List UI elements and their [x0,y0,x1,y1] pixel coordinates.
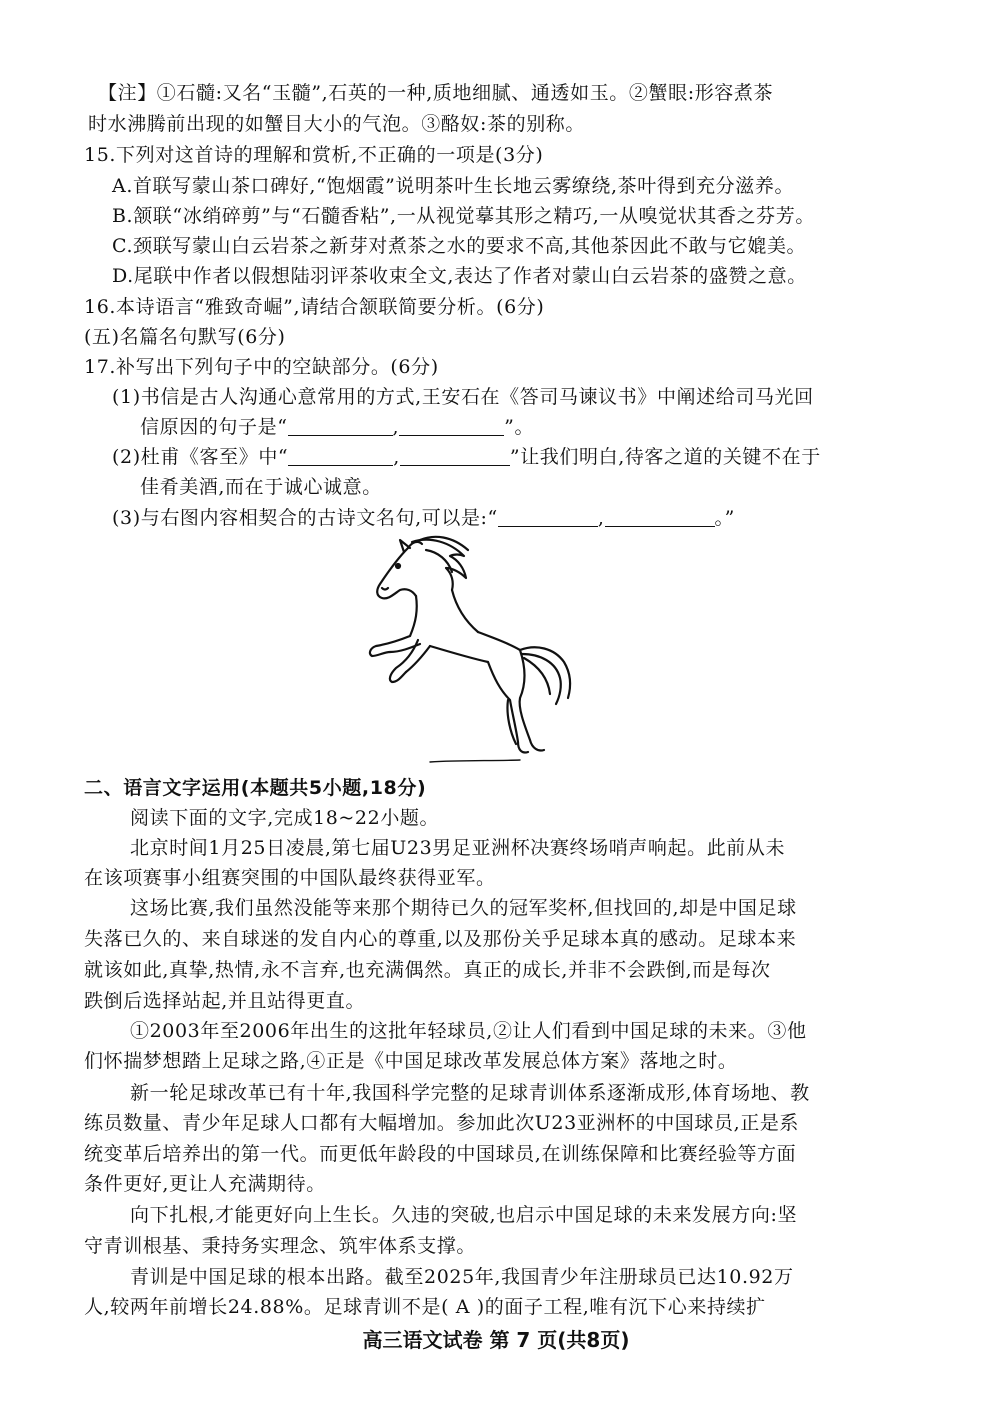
note-line-2: 时水沸腾前出现的如蟹目大小的气泡。③酪奴:茶的别称。 [88,113,586,135]
paragraph-3-line: 们怀揣梦想踏上足球之路,④正是《中国足球改革发展总体方案》落地之时。 [84,1050,738,1072]
question-16: 16.本诗语言“雅致奇崛”,请结合颔联简要分析。(6分) [84,296,545,318]
paragraph-2-line: 失落已久的、来自球迷的发自内心的尊重,以及那份关乎足球本真的感动。足球本来 [84,928,797,950]
item-2-suffix: ”让我们明白,待客之道的关键不在于 [509,446,821,468]
section-5-heading: (五)名篇名句默写(6分) [84,326,286,348]
part-2-heading: 二、语言文字运用(本题共5小题,18分) [84,777,427,799]
paragraph-2-line: 这场比赛,我们虽然没能等来那个期待已久的冠军奖杯,但找回的,却是中国足球 [130,897,797,919]
answer-blank[interactable] [605,506,715,527]
question-17-item-2 [112,442,821,472]
paragraph-2-line: 就该如此,真挚,热情,永不言弃,也充满偶然。真正的成长,并非不会跌倒,而是每次 [84,959,771,981]
paragraph-1-line: 北京时间1月25日凌晨,第七届U23男足亚洲杯决赛终场哨声响起。此前从未 [130,837,786,859]
item-3-prefix: (3)与右图内容相契合的古诗文名句,可以是:“ [112,507,498,529]
item-3-suffix: 。” [714,507,735,529]
answer-blank[interactable] [288,415,393,436]
part-2-intro: 阅读下面的文字,完成18~22小题。 [130,807,440,829]
item-1-comma: , [392,416,400,438]
question-17-item-1: (1)书信是古人沟通心意常用的方式,王安石在《答司马谏议书》中阐述给司马光回 [112,386,814,408]
horse-illustration-icon [360,528,580,766]
paragraph-4-line: 练员数量、青少年足球人口都有大幅增加。参加此次U23亚洲杯的中国球员,正是系 [84,1112,800,1134]
paragraph-4-line: 条件更好,更让人充满期待。 [84,1173,326,1195]
question-17-item-1-cont [140,412,534,442]
paragraph-3-line: ①2003年至2006年出生的这批年轻球员,②让人们看到中国足球的未来。③他 [130,1020,807,1042]
item-3-comma: , [597,507,605,529]
question-15-option-a: A.首联写蒙山茶口碑好,“饱烟霞”说明茶叶生长地云雾缭绕,茶叶得到充分滋养。 [112,175,795,197]
paragraph-5-line: 守青训根基、秉持务实理念、筑牢体系支撑。 [84,1235,477,1257]
paragraph-4-line: 统变革后培养出的第一代。而更低年龄段的中国球员,在训练保障和比赛经验等方面 [84,1143,797,1165]
question-17-stem: 17.补写出下列句子中的空缺部分。(6分) [84,356,439,378]
question-17-item-2-cont: 佳肴美酒,而在于诚心诚意。 [140,476,382,498]
item-1-prefix: 信原因的句子是“ [140,416,288,438]
answer-blank[interactable] [288,445,393,466]
paragraph-6-line: 青训是中国足球的根本出路。截至2025年,我国青少年注册球员已达10.92万 [130,1266,794,1288]
paragraph-4-line: 新一轮足球改革已有十年,我国科学完整的足球青训体系逐渐成形,体育场地、教 [130,1082,810,1104]
paragraph-2-line: 跌倒后选择站起,并且站得更直。 [84,990,366,1012]
answer-blank[interactable] [498,506,598,527]
paragraph-1-line: 在该项赛事小组赛突围的中国队最终获得亚军。 [84,867,496,889]
item-1-suffix: ”。 [504,416,535,438]
item-2-comma: , [393,446,400,468]
question-15-option-b: B.颔联“冰绡碎剪”与“石髓香粘”,一从视觉摹其形之精巧,一从嗅觉状其香之芬芳。 [112,205,815,227]
question-15-option-c: C.颈联写蒙山白云岩茶之新芽对煮茶之水的要求不高,其他茶因此不敢与它媲美。 [112,235,807,257]
question-15-option-d: D.尾联中作者以假想陆羽评茶收束全文,表达了作者对蒙山白云岩茶的盛赞之意。 [112,265,807,287]
answer-blank[interactable] [400,445,510,466]
page-footer: 高三语文试卷 第 7 页(共8页) [362,1328,630,1352]
item-2-prefix: (2)杜甫《客至》中“ [112,446,289,468]
question-15-stem: 15.下列对这首诗的理解和赏析,不正确的一项是(3分) [84,144,544,166]
paragraph-5-line: 向下扎根,才能更好向上生长。久违的突破,也启示中国足球的未来发展方向:坚 [130,1204,798,1226]
note-line-1: 【注】①石髓:又名“玉髓”,石英的一种,质地细腻、通透如玉。②蟹眼:形容煮茶 [98,82,774,104]
paragraph-6-line: 人,较两年前增长24.88%。足球青训不是( A )的面子工程,唯有沉下心来持续扩 [84,1296,766,1318]
answer-blank[interactable] [399,415,504,436]
